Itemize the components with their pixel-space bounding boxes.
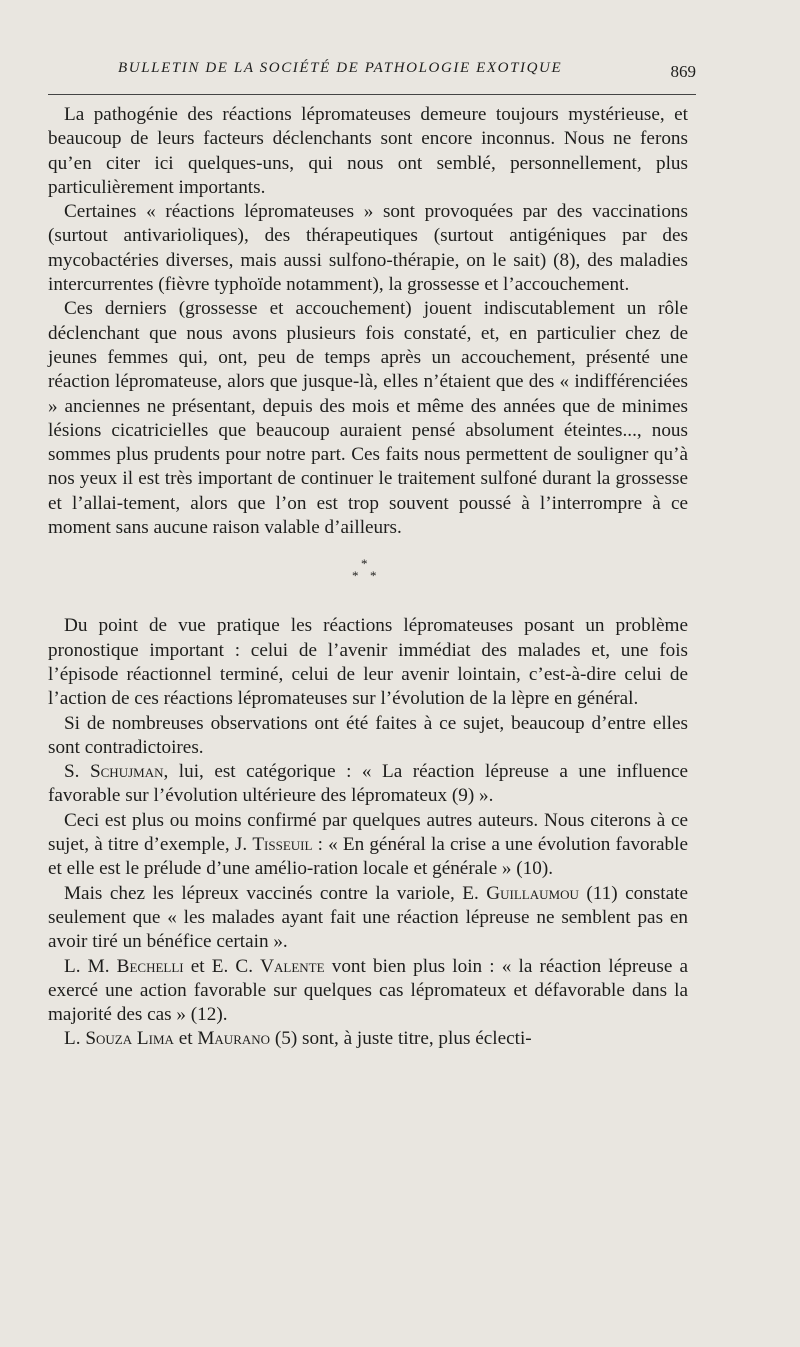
paragraph: Du point de vue pratique les réactions lépromateuses posant un problème pronostique important : celui de l’avenir immédiat des malades et, une fois l’épisode réactionnel terminé, celui de leur avenir lointain, c’est-à-dire celui de l’action de ces réactions lépromateuses sur l’évolution de la lèpre en général. [48,615,688,710]
author-name: Valente [260,955,325,977]
journal-title: BULLETIN DE LA SOCIÉTÉ DE PATHOLOGIE EXOTIQUE [118,60,563,76]
paragraph: Ceci est plus ou moins confirmé par quelques autres auteurs. Nous citerons à ce sujet, à titre d’exemple, J. Tisseuil : « En général la crise a une évolution favorable et elle est le prélude d’une amélio-ration locale et générale » (10). [48,809,688,880]
paragraph: Ces derniers (grossesse et accouchement) jouent indiscutablement un rôle déclenchant que nous avons plusieurs fois constaté, et, en particulier chez de jeunes femmes qui, ont, peu de temps après un accouchement, présenté une réaction lépromateuse, alors que jusque-là, elles n’étaient que des « indifférenciées » anciennes ne présentant, depuis des mois et même des années que de minimes lésions cicatricielles que beaucoup auraient pensé absolument éteintes..., nous sommes plus prudents pour notre part. Ces faits nous permettent de souligner qu’à nos yeux il est très important de continuer le traitement sulfoné durant la grossesse et l’allai-tement, alors que l’on est trop souvent poussé à l’interrompre à ce moment sans aucune raison valable d’ailleurs. [48,298,688,539]
asterism-star: * [361,556,368,572]
author-name: Schujman [89,761,164,783]
author-name: Guillaumou [486,882,579,904]
author-name: Tisseuil [252,834,313,856]
article-body [48,103,688,1052]
paragraph: L. Souza Lima et Maurano (5) sont, à juste titre, plus éclecti- [64,1028,532,1050]
author-name: Bechelli [116,955,184,977]
paragraph: L. M. Bechelli et E. C. Valente vont bien plus loin : « la réaction lépreuse a exercé une action favorable sur quelques cas lépromateux et défavorable dans la majorité des cas » (12). [48,955,689,1026]
asterism-star: * [370,568,377,584]
running-header [48,60,696,90]
asterism-star: * [352,568,359,584]
paragraph: Mais chez les lépreux vaccinés contre la variole, E. Guillaumou (11) constate seulement que « les malades ayant fait une réaction lépreuse ne semblent pas en avoir tiré un bénéfice certain ». [48,882,688,953]
author-name: Souza Lima [85,1028,174,1050]
author-name: Maurano [197,1028,271,1050]
paragraph: S. Schujman, lui, est catégorique : « La réaction lépreuse a une influence favorable sur l’évolution ultérieure des lépromateux (9) ». [48,761,689,807]
paragraph: La pathogénie des réactions lépromateuses demeure toujours mystérieuse, et beaucoup de leurs facteurs déclenchants sont encore inconnus. Nous ne ferons qu’en citer ici quelques-uns, qui nous ont semblé, personnellement, plus particulièrement importants. [48,104,688,198]
paragraph: Si de nombreuses observations ont été faites à ce sujet, beaucoup d’entre elles sont contradictoires. [48,712,688,758]
header-rule [48,94,696,95]
section-asterism [48,550,688,608]
page-number: 869 [670,62,696,81]
paragraph: Certaines « réactions lépromateuses » sont provoquées par des vaccinations (surtout antivarioliques), des thérapeutiques (surtout antigéniques par des mycobactéries diverses, mais aussi sulfono-thérapie, on le sait) (8), des maladies intercurrentes (fièvre typhoïde notamment), la grossesse et l’accouchement. [48,201,688,296]
